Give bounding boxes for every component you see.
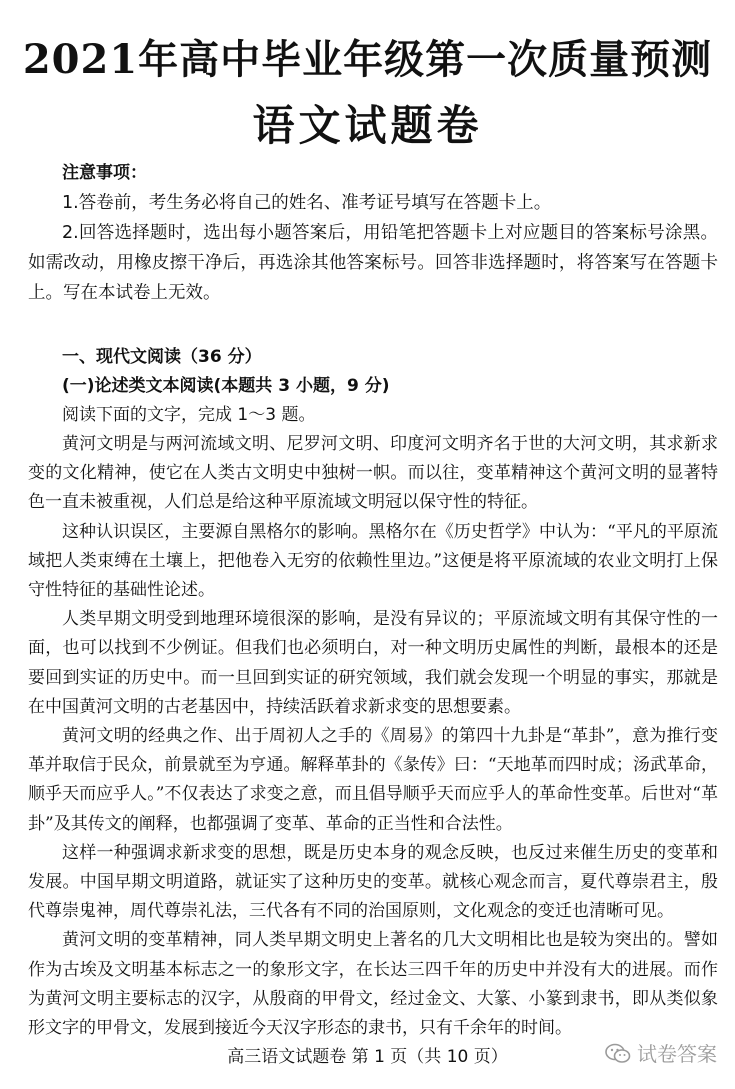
passage-paragraph: 这样一种强调求新求变的思想，既是历史本身的观念反映，也反过来催生历史的变革和发展。中国早期文明道路，就证实了这种历史的变革。就核心观念而言，夏代尊崇君主，殷代尊崇鬼神，周代尊崇礼法，三代各有不同的治国原则，文化观念的变迁也清晰可见。 bbox=[28, 842, 718, 922]
wechat-icon bbox=[605, 1043, 631, 1065]
passage-paragraph: 黄河文明是与两河流域文明、尼罗河文明、印度河文明齐名于世的大河文明，其求新求变的文化精神，使它在人类古文明史中独树一帜。而以往，变革精神这个黄河文明的显著特色一直未被重视，人们总是给这种平原流域文明冠以保守性的特征。 bbox=[28, 434, 718, 513]
page-footer: 高三语文试题卷 第 1 页（共 10 页） bbox=[227, 1047, 508, 1067]
note-item: 2.回答选择题时，选出每小题答案后，用铅笔把答题卡上对应题目的答案标号涂黑。如需改动，用橡皮擦干净后，再选涂其他答案标号。回答非选择题时，将答案写在答题卡上。写在本试卷上无效。 bbox=[28, 223, 718, 303]
reading-passage bbox=[28, 430, 718, 1043]
watermark-text: 试卷答案 bbox=[637, 1042, 717, 1066]
passage-paragraph: 黄河文明的变革精神，同人类早期文明史上著名的几大文明相比也是较为突出的。譬如作为古埃及文明基本标志之一的象形文字，在长达三四千年的历史中并没有大的进展。而作为黄河文明主要标志的汉字，从殷商的甲骨文，经过金文、大篆、小篆到隶书，即从类似象形文字的甲骨文，发展到接近今天汉字形态的隶书，只有千余年的时间。 bbox=[28, 930, 718, 1039]
passage-paragraph: 这种认识误区，主要源自黑格尔的影响。黑格尔在《历史哲学》中认为：“平凡的平原流域把人类束缚在土壤上，把他卷入无穷的依赖性里边。”这便是将平原流域的农业文明打上保守性特征的基础性论述。 bbox=[28, 521, 718, 601]
reading-instruction: 阅读下面的文字，完成 1～3 题。 bbox=[62, 405, 316, 425]
passage-paragraph: 黄河文明的经典之作、出于周初人之手的《周易》的第四十九卦是“革卦”，意为推行变革并取信于民众，前景就至为亨通。解释革卦的《彖传》曰：“天地革而四时成；汤武革命，顺乎天而应乎人。”不仅表达了求变之意，而且倡导顺乎天而应乎人的革命性变革。后世对“革卦”及其传文的阐释，也都强调了变革、革命的正当性和合法性。 bbox=[28, 726, 718, 834]
passage-paragraph: 人类早期文明受到地理环境很深的影响，是没有异议的；平原流域文明有其保守性的一面，也可以找到不少例证。但我们也必须明白，对一种文明历史属性的判断，最根本的还是要回到实证的历史中。而一旦回到实证的研究领域，我们就会发现一个明显的事实，那就是在中国黄河文明的古老基因中，持续活跃着求新求变的思想要素。 bbox=[28, 609, 718, 717]
section-heading: 一、现代文阅读（36 分） bbox=[62, 347, 262, 367]
notes-heading: 注意事项： bbox=[62, 163, 147, 183]
page-subtitle: 语文试题卷 bbox=[252, 101, 483, 150]
note-item: 1.答卷前，考生务必将自己的姓名、准考证号填写在答题卡上。 bbox=[62, 193, 552, 213]
notes-list bbox=[28, 188, 718, 308]
page-title: 2021年高中毕业年级第一次质量预测 bbox=[22, 36, 713, 83]
subsection-heading: (一)论述类文本阅读(本题共 3 小题，9 分) bbox=[62, 376, 390, 396]
watermark bbox=[605, 1040, 717, 1068]
